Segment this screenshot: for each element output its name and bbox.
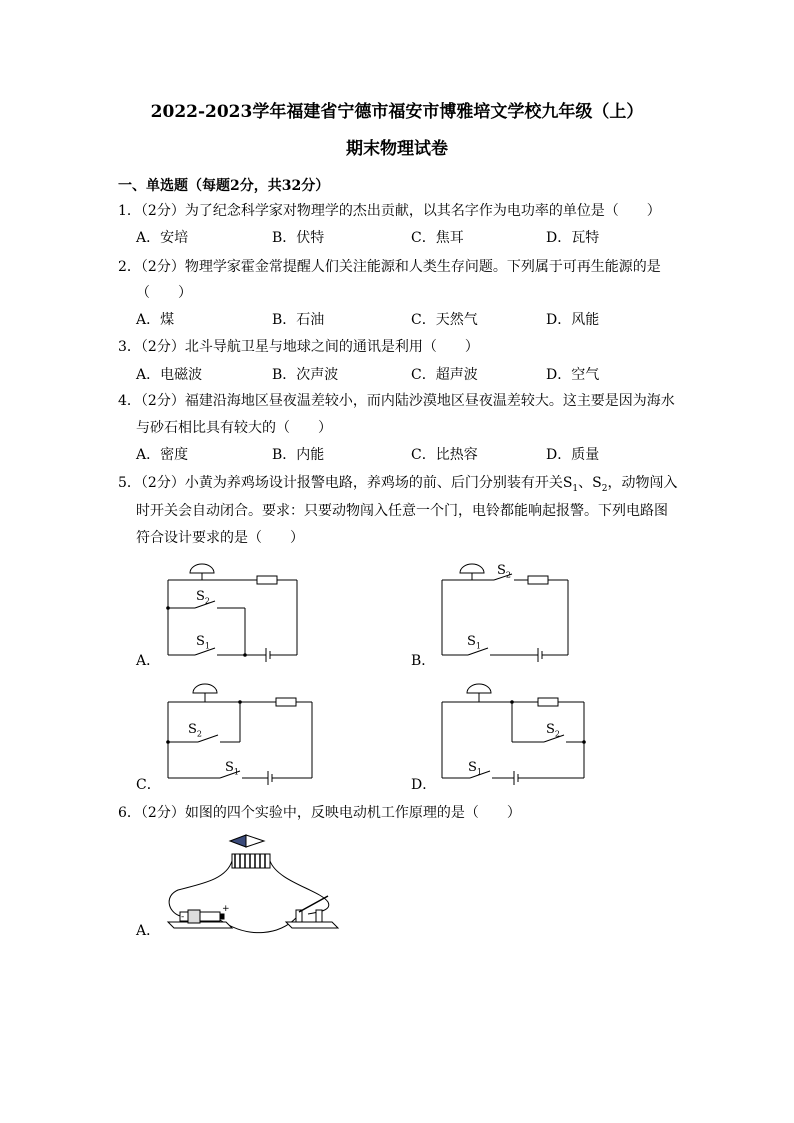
- question-5-text-cont2: 符合设计要求的是（ ）: [136, 530, 304, 546]
- question-5-text: 5．（2分）小黄为养鸡场设计报警电路，养鸡场的前、后门分别装有开关$S_1$、$S_2$，动物闯入: [118, 475, 678, 494]
- switch-s1-label-c: $S_1$: [225, 760, 239, 777]
- question-5-text-cont: 时开关会自动闭合。要求：只要动物闯入任意一个门，电铃都能响起报警。下列电路图: [136, 503, 668, 519]
- q5-option-d-label: D．: [411, 777, 437, 793]
- q2-option-a: A．煤: [136, 312, 175, 328]
- q1-option-c: C．焦耳: [411, 230, 464, 246]
- section-heading: 一、单选题（每题2分，共32分）: [118, 178, 330, 194]
- q6-option-a-label: A．: [136, 923, 161, 939]
- question-4-text: 4．（2分）福建沿海地区昼夜温差较小，而内陆沙漠地区昼夜温差较大。这主要是因为海水: [118, 393, 675, 409]
- switch-s1-label-d: $S_1$: [468, 760, 482, 777]
- q1-option-d: D．瓦特: [546, 230, 600, 246]
- paper-title-line1: 2022-2023学年福建省宁德市福安市博雅培文学校九年级（上）: [150, 102, 644, 122]
- q5-option-b-label: B．: [411, 653, 436, 669]
- question-4-text-cont: 与砂石相比具有较大的（ ）: [136, 420, 332, 436]
- svg-text:-: -: [181, 912, 185, 922]
- q2-option-c: C．天然气: [411, 312, 478, 328]
- q3-option-b: B．次声波: [272, 367, 339, 383]
- circuit-diagram-c: [160, 680, 320, 790]
- question-2-text-cont: （ ）: [136, 285, 192, 301]
- q4-option-a: A．密度: [136, 447, 189, 463]
- switch-s1-label-b: $S_1$: [467, 634, 481, 651]
- q3-option-c: C．超声波: [411, 367, 478, 383]
- solenoid-experiment-figure: [160, 830, 340, 945]
- q2-option-d: D．风能: [546, 312, 600, 328]
- switch-s2-label-b: $S_2$: [497, 563, 511, 580]
- question-1-text: 1．（2分）为了纪念科学家对物理学的杰出贡献，以其名字作为电功率的单位是（ ）: [118, 203, 661, 219]
- svg-text:+: +: [222, 904, 230, 914]
- q3-option-d: D．空气: [546, 367, 600, 383]
- q1-option-a: A．安培: [136, 230, 189, 246]
- question-2-text: 2．（2分）物理学家霍金常提醒人们关注能源和人类生存问题。下列属于可再生能源的是: [118, 259, 661, 275]
- q4-option-d: D．质量: [546, 447, 600, 463]
- q5-option-c-label: C．: [136, 777, 161, 793]
- q5-option-a-label: A．: [136, 653, 161, 669]
- q2-option-b: B．石油: [272, 312, 325, 328]
- question-6-text: 6．（2分）如图的四个实验中，反映电动机工作原理的是（ ）: [118, 805, 521, 821]
- switch-s1-label-a: $S_1$: [196, 634, 210, 651]
- switch-s2-label-c: $S_2$: [188, 722, 202, 739]
- switch-s2-label-d: $S_2$: [546, 722, 560, 739]
- circuit-diagram-a: [160, 560, 305, 665]
- switch-s2-label-a: $S_2$: [196, 589, 210, 606]
- q3-option-a: A．电磁波: [136, 367, 203, 383]
- q4-option-b: B．内能: [272, 447, 325, 463]
- q1-option-b: B．伏特: [272, 230, 325, 246]
- q4-option-c: C．比热容: [411, 447, 478, 463]
- circuit-diagram-d: [434, 680, 594, 790]
- paper-title-line2: 期末物理试卷: [346, 139, 448, 159]
- question-3-text: 3．（2分）北斗导航卫星与地球之间的通讯是利用（ ）: [118, 339, 479, 355]
